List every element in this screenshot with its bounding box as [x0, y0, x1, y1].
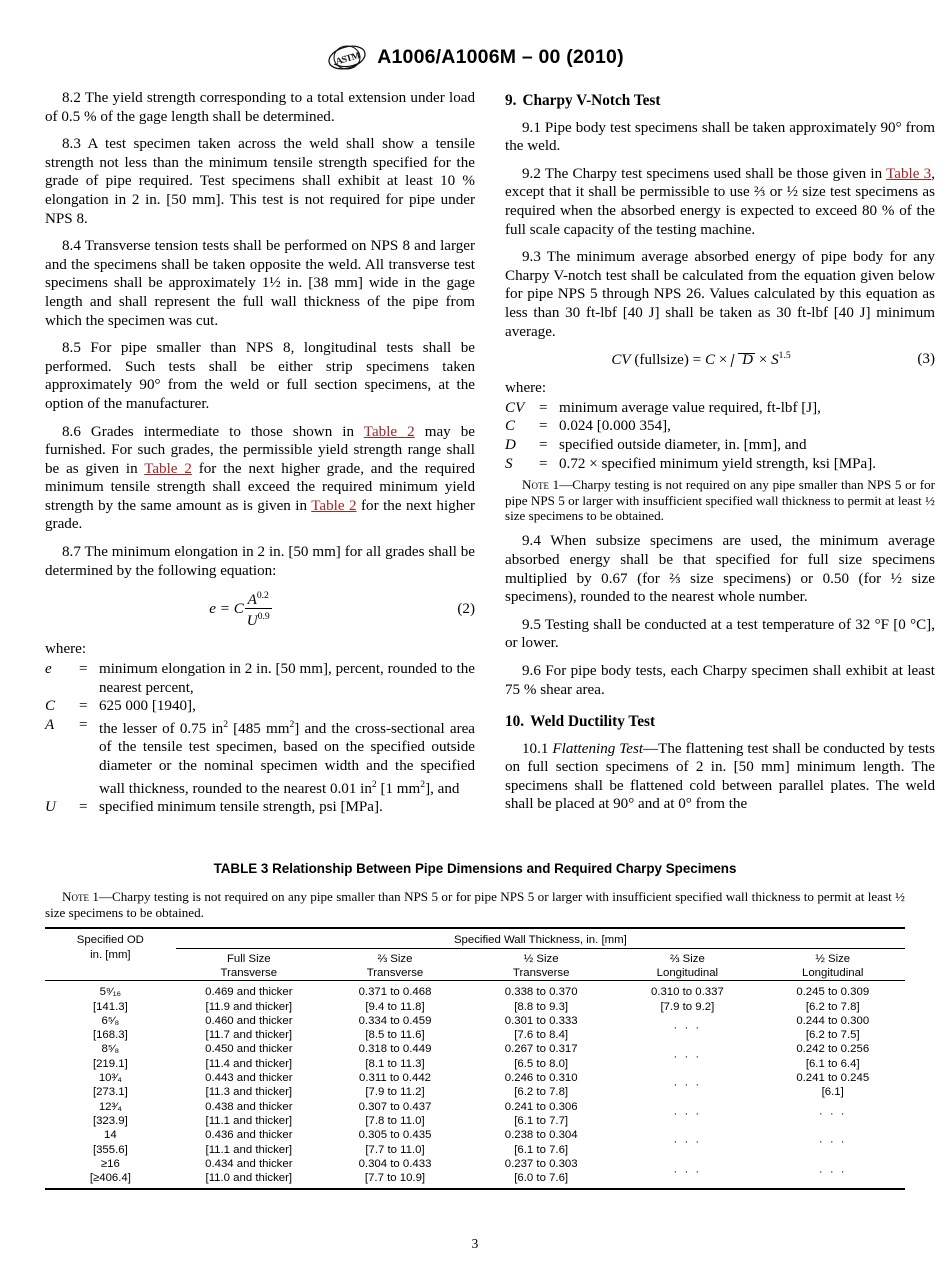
paragraph-8-6-part-a: 8.6 Grades intermediate to those shown in: [62, 423, 364, 440]
table-3-header-od-line2: in. [mm]: [90, 948, 131, 961]
table-cell-value-mm: [6.1]: [821, 1086, 844, 1099]
table-3-section: [0, 861, 950, 1190]
section-9-number: 9.: [505, 92, 517, 109]
page-number: 3: [471, 1236, 479, 1251]
definition-symbol: C: [45, 698, 56, 715]
table-3-note: [45, 889, 905, 920]
equation-3-sqrt-argument: D: [742, 352, 754, 369]
table-row: [45, 1028, 905, 1042]
paragraph-10-1-number: 10.1: [522, 740, 553, 757]
table-row: [45, 1057, 905, 1071]
equation-2-denominator: $U^{0.9}$: [246, 611, 270, 630]
paragraph-9-4: 9.4 When subsize specimens are used, the minimum average absorbed energy shall be that specified for full size specimens multiplied by 0.67 (for ⅔ size specimens) or 0.50 (for ½ size specimens), rounded to the nearest whole number.: [505, 533, 935, 606]
table-3-head: [45, 928, 905, 980]
table-cell-empty-marker: · · ·: [818, 1107, 847, 1120]
equation-2-number: (2): [457, 601, 475, 618]
table-cell-value-in: 0.242 to 0.256: [796, 1043, 870, 1056]
definition-text: minimum elongation in 2 in. [50 mm], percent, rounded to the nearest percent,: [99, 660, 475, 696]
table-3-col-header-1: ⅔ Size Transverse: [322, 948, 468, 981]
table-cell-value-mm: [11.9 and thicker]: [205, 1000, 293, 1013]
section-10-number: 10.: [505, 713, 525, 731]
table-cell-value-in: 0.238 to 0.304: [504, 1129, 578, 1142]
equation-3-s-exponent: 1.5: [778, 350, 791, 362]
table-3-body: [45, 981, 905, 1190]
definition-row: [45, 716, 475, 798]
table-cell-value-mm: [6.1 to 6.4]: [805, 1057, 860, 1070]
paragraph-9-1: 9.1 Pipe body test specimens shall be taken approximately 90° from the weld.: [505, 119, 935, 155]
table-cell-value-mm: [7.9 to 11.2]: [365, 1086, 425, 1099]
definition-row: [45, 697, 475, 716]
table-3: [45, 927, 905, 1190]
paragraph-8-5: 8.5 For pipe smaller than NPS 8, longitudinal tests shall be performed. Such tests shall be either strip specimens taken approximately 90° from the weld or full section specimens, at the option of the manufacturer.: [45, 340, 475, 412]
definition-row: [45, 798, 475, 817]
definition-symbol: S: [505, 455, 513, 472]
table-cell-empty-marker: · · ·: [614, 1157, 760, 1190]
table-3-col-header-2: ½ Size Transverse: [468, 948, 614, 981]
table-row: [45, 1042, 905, 1056]
definition-equals: =: [539, 418, 548, 435]
table-cell-value-mm: [11.3 and thicker]: [205, 1086, 293, 1099]
standard-designation: A1006/A1006M – 00 (2010): [377, 46, 624, 68]
svg-text:ASTM: ASTM: [334, 51, 362, 68]
definition-text: 0.72 × specified minimum yield strength, ksi [MPa].: [559, 455, 877, 472]
equation-3-c: C: [704, 352, 716, 369]
table-cell-value-in: 0.305 to 0.435: [358, 1129, 432, 1142]
table-cell-od-in: 10³⁄₄: [98, 1072, 122, 1085]
equation-2-lhs: e = C: [209, 601, 244, 618]
table-cell-od-mm: [219.1]: [92, 1057, 128, 1070]
table-cell-od-in: 14: [104, 1129, 117, 1142]
link-table-2-third[interactable]: Table 2: [311, 497, 357, 514]
table-cell-value-mm: [11.0 and thicker]: [176, 1171, 322, 1189]
section-10-title: Weld Ductility Test: [530, 713, 656, 731]
equation-2-numerator: $A^{0.2}$: [245, 588, 272, 609]
table-cell-value-mm: [11.7 and thicker]: [205, 1029, 293, 1042]
equation-3-lhs-paren: (fullsize): [634, 352, 689, 369]
section-heading-10: [505, 713, 935, 732]
paragraph-8-3: 8.3 A test specimen taken across the weld shall show a tensile strength not less than the minimum tensile strength specified for the grade of pipe required. Test specimens shall exhibit at least 10 % elongation in 2 in. [50 mm]. This test is not required for pipe under NPS 8.: [45, 136, 475, 227]
definition-equals: =: [539, 399, 548, 416]
table-cell-value-in: 0.241 to 0.306: [504, 1100, 578, 1113]
table-cell-value-in: 0.311 to 0.442: [359, 1072, 431, 1085]
paragraph-8-6-part-c: for the next higher grade, and the required minimum tensile strength shall exceed the required minimum yield strength by the same amount as is given in: [45, 460, 476, 514]
equation-3-number: (3): [917, 351, 935, 368]
link-table-2-first[interactable]: Table 2: [363, 423, 415, 440]
definition-row: [45, 660, 475, 697]
table-3-col-header-0: Full Size Transverse: [176, 948, 322, 981]
table-cell-value-mm: [6.2 to 7.8]: [514, 1086, 569, 1099]
table-cell-empty-marker: · · ·: [673, 1021, 702, 1034]
table-row: [45, 1128, 905, 1142]
table-cell-od-mm: [355.6]: [92, 1143, 128, 1156]
paragraph-8-6-part-b: may be furnished. For such grades, the permissible yield strength range shall be as given in: [45, 423, 475, 477]
table-cell-value-in: 0.301 to 0.333: [504, 1014, 578, 1027]
definition-text: 625 000 [1940],: [99, 698, 196, 715]
definition-row: [505, 436, 935, 455]
table-cell-value-in: 0.450 and thicker: [205, 1043, 293, 1056]
table-cell-value-in: 0.438 and thicker: [205, 1100, 293, 1113]
table-cell-value-in: 0.469 and thicker: [205, 986, 293, 999]
definition-equals: =: [539, 436, 548, 453]
table-cell-od-in: 6⁵⁄₈: [101, 1014, 120, 1027]
paragraph-9-3: 9.3 The minimum average absorbed energy of pipe body for any Charpy V-notch test shall be calculated from the equation given below for pipe NPS 5 through NPS 26. Values calculated by this equation as less than 30 ft-lbf [40 J] shall be taken as 30 ft-lbf [40 J] minimum average.: [505, 249, 935, 340]
section-heading-9: [505, 92, 935, 111]
table-cell-value-in: 0.246 to 0.310: [504, 1072, 578, 1085]
table-cell-value-in: 0.304 to 0.433: [358, 1157, 432, 1170]
equation-3-lhs: CV: [611, 352, 631, 369]
equation-2-body: [45, 589, 437, 630]
equation-2-numerator-exponent: 0.2: [256, 590, 269, 602]
equation-3-s: S: [771, 352, 779, 369]
equation-2-fraction: [245, 588, 272, 629]
table-cell-value-in: 0.443 and thicker: [205, 1072, 293, 1085]
equation-3-equals: =: [692, 352, 702, 369]
table-3-col-header-4: ½ Size Longitudinal: [760, 948, 905, 981]
table-row: [45, 1085, 905, 1099]
table-cell-value-mm: [7.7 to 11.0]: [365, 1143, 425, 1156]
table-cell-value-mm: [11.1 and thicker]: [205, 1114, 293, 1127]
definition-list-left: [45, 660, 475, 817]
table-cell-od-in: ≥16: [100, 1157, 120, 1170]
table-cell-value-mm: [7.8 to 11.0]: [365, 1114, 425, 1127]
table-cell-empty-marker: · · ·: [673, 1079, 702, 1092]
equation-3-times-2: ×: [758, 352, 768, 369]
paragraph-10-1-text: —The flattening test shall be conducted by tests on full section specimens of 2 in. [50 mm] minimum length. The specimens shall be flattened cold between parallel plates. The weld shall be placed at 90° and at 0° from the: [505, 740, 935, 813]
table-cell-value-in: 0.371 to 0.468: [358, 986, 432, 999]
definition-equals: =: [79, 799, 88, 816]
definition-equals: =: [539, 455, 548, 472]
table-row: [45, 1100, 905, 1114]
definition-symbol: U: [45, 799, 56, 816]
table-cell-od-mm: [≥406.4]: [45, 1171, 176, 1189]
table-cell-empty-marker: · · ·: [760, 1157, 905, 1190]
table-cell-value-mm: [6.1 to 7.6]: [514, 1143, 569, 1156]
table-cell-value-in: 0.307 to 0.437: [358, 1100, 432, 1113]
table-cell-od-mm: [273.1]: [92, 1086, 128, 1099]
body-columns: [0, 89, 950, 823]
table-cell-value-mm: [7.7 to 10.9]: [322, 1171, 468, 1189]
table-cell-od-in: 5⁹⁄₁₆: [99, 986, 122, 999]
table-cell-value-mm: [11.4 and thicker]: [205, 1057, 293, 1070]
link-table-2-second[interactable]: Table 2: [144, 460, 192, 477]
table-cell-value-in: 0.434 and thicker: [205, 1157, 293, 1170]
table-row: [45, 1000, 905, 1014]
equation-2-denominator-exponent: 0.9: [257, 611, 270, 623]
table-row: [45, 1071, 905, 1085]
note-1-text: —Charpy testing is not required on any pipe smaller than NPS 5 or for pipe NPS 5 or larger with insufficient specified wall thickness to permit at least ½ size specimens to be obtained.: [505, 477, 935, 523]
table-cell-value-mm: [8.5 to 11.6]: [365, 1029, 425, 1042]
table-cell-value-in: 0.244 to 0.300: [796, 1014, 870, 1027]
table-cell-value-in: 0.237 to 0.303: [504, 1157, 578, 1170]
table-row: [45, 1014, 905, 1028]
definition-symbol: A: [45, 716, 55, 733]
definition-row: [505, 455, 935, 474]
table-cell-value-in: 0.436 and thicker: [205, 1129, 293, 1142]
table-cell-value-in: 0.310 to 0.337: [650, 986, 724, 999]
table-cell-value-in: 0.460 and thicker: [205, 1014, 293, 1027]
table-cell-value-mm: [11.1 and thicker]: [205, 1143, 293, 1156]
link-table-3[interactable]: Table 3: [886, 165, 932, 182]
definition-equals: =: [79, 698, 88, 715]
table-cell-od-in: 12³⁄₄: [98, 1100, 122, 1113]
table-cell-value-in: 0.318 to 0.449: [358, 1043, 432, 1056]
table-cell-value-mm: [6.2 to 7.8]: [805, 1000, 860, 1013]
table-3-header-od-line1: Specified OD: [76, 934, 144, 947]
note-1-label: Note 1: [522, 477, 560, 493]
definition-text: specified outside diameter, in. [mm], and: [559, 436, 807, 453]
table-row: [45, 981, 905, 1000]
table-cell-od-mm: [168.3]: [92, 1029, 128, 1042]
table-cell-value-in: 0.267 to 0.317: [504, 1043, 578, 1056]
where-label-left: where:: [45, 641, 87, 658]
table-3-header-od: [45, 928, 176, 980]
section-9-title: Charpy V-Notch Test: [522, 92, 661, 109]
table-cell-value-mm: [7.6 to 8.4]: [514, 1029, 569, 1042]
note-1-inline: [505, 477, 935, 523]
table-3-title: TABLE 3 Relationship Between Pipe Dimensions and Required Charpy Specimens: [213, 861, 737, 877]
definition-symbol: D: [505, 436, 516, 453]
table-cell-value-mm: [6.2 to 7.5]: [805, 1029, 860, 1042]
table-cell-od-in: 8⁵⁄₈: [101, 1043, 120, 1056]
astm-logo: [326, 44, 368, 71]
definition-equals: =: [79, 660, 88, 677]
paragraph-9-2-part-a: 9.2 The Charpy test specimens used shall be those given in: [522, 165, 887, 182]
table-cell-value-in: 0.241 to 0.245: [796, 1072, 870, 1085]
paragraph-8-2: 8.2 The yield strength corresponding to a total extension under load of 0.5 % of the gage length shall be determined.: [45, 90, 475, 125]
equation-3: [505, 350, 935, 369]
paragraph-9-2: [505, 165, 935, 239]
table-row: [45, 1157, 905, 1171]
definition-row: [505, 399, 935, 418]
equation-3-body: [505, 350, 897, 369]
table-cell-value-mm: [6.0 to 7.6]: [468, 1171, 614, 1189]
table-cell-empty-marker: · · ·: [818, 1136, 847, 1149]
right-column: [505, 89, 935, 823]
definition-text: the lesser of 0.75 $in^2$ [485 $mm^2$] and the cross-sectional area of the tensile test specimen, based on the specified outside diameter or the nominal specimen width and the specified wall thickness, rounded to the nearest 0.01 $in^2$ [1 $mm^2$], and: [99, 718, 475, 797]
table-3-header-wall-thickness: Specified Wall Thickness, in. [mm]: [176, 928, 905, 948]
table-3-note-text: —Charpy testing is not required on any pipe smaller than NPS 5 or for pipe NPS 5 or larger with insufficient specified wall thickness to permit at least ½ size specimens to be obtained.: [45, 889, 905, 920]
paragraph-10-1-term: Flattening Test: [552, 740, 644, 757]
table-cell-od-mm: [323.9]: [92, 1114, 128, 1127]
paragraph-9-6: 9.6 For pipe body tests, each Charpy specimen shall exhibit at least 75 % shear area.: [505, 662, 935, 698]
paragraph-8-7: 8.7 The minimum elongation in 2 in. [50 mm] for all grades shall be determined by the following equation:: [45, 544, 475, 579]
table-cell-value-in: 0.338 to 0.370: [504, 986, 578, 999]
definition-symbol: e: [45, 660, 52, 677]
table-cell-empty-marker: · · ·: [673, 1107, 702, 1120]
paragraph-8-4: 8.4 Transverse tension tests shall be performed on NPS 8 and larger and the specimens shall be taken opposite the weld. All transverse test specimens shall be approximately 1½ in. [38 mm] wide in the gage length and shall represent the full wall thickness of the pipe from which the specimen was cut.: [45, 238, 475, 329]
paragraph-8-6-part-d: for the next higher grade.: [45, 497, 475, 533]
table-cell-value-mm: [8.1 to 11.3]: [365, 1057, 425, 1070]
definition-text: minimum average value required, ft-lbf [J],: [559, 399, 821, 416]
table-cell-empty-marker: · · ·: [673, 1050, 702, 1063]
table-cell-empty-marker: · · ·: [673, 1136, 702, 1149]
left-column: [45, 89, 475, 823]
paragraph-10-1: [505, 740, 935, 814]
paragraph-9-2-part-b: , except that it shall be permissible to use ⅔ or ½ size test specimens as required when the absorbed energy is expected to exceed 80 % of the full scale capacity of the testing machine.: [505, 165, 936, 238]
equation-3-times-1: ×: [718, 352, 728, 369]
table-cell-value-mm: [6.5 to 8.0]: [514, 1057, 569, 1070]
table-cell-value-in: 0.334 to 0.459: [358, 1014, 432, 1027]
table-3-col-header-3: ⅔ Size Longitudinal: [614, 948, 760, 981]
equation-3-sqrt: [731, 352, 755, 369]
definition-text: 0.024 [0.000 354],: [559, 418, 671, 435]
definition-text: specified minimum tensile strength, psi [MPa].: [99, 799, 383, 816]
table-cell-od-mm: [141.3]: [92, 1000, 128, 1013]
page-header: [0, 0, 950, 81]
paragraph-8-6: [45, 423, 475, 535]
definition-symbol: C: [505, 418, 516, 435]
table-cell-value-mm: [6.1 to 7.7]: [514, 1114, 569, 1127]
definition-row: [505, 417, 935, 436]
where-label-right: where:: [505, 380, 547, 397]
definition-symbol: CV: [505, 399, 525, 416]
table-cell-value-mm: [9.4 to 11.8]: [365, 1000, 425, 1013]
table-cell-value-mm: [8.8 to 9.3]: [514, 1000, 569, 1013]
definition-list-right: [505, 399, 935, 473]
table-3-header-row-span: [45, 928, 905, 948]
table-cell-value-mm: [7.9 to 9.2]: [660, 1000, 715, 1013]
table-3-note-label: Note 1: [62, 889, 99, 905]
equation-2: [45, 589, 475, 630]
paragraph-9-5: 9.5 Testing shall be conducted at a test temperature of 32 °F [0 °C], or lower.: [505, 616, 935, 652]
definition-equals: =: [79, 716, 88, 733]
table-cell-value-in: 0.245 to 0.309: [796, 986, 870, 999]
